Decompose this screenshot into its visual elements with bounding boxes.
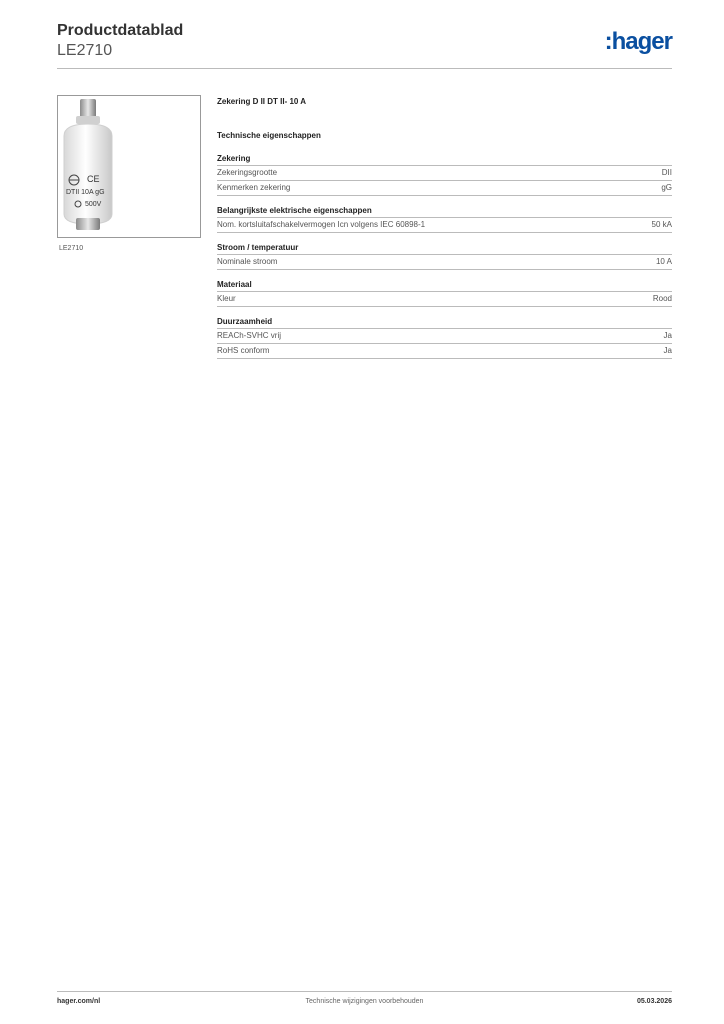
property-label: Kleur xyxy=(217,294,236,303)
property-row xyxy=(217,329,672,344)
property-label: Nominale stroom xyxy=(217,257,278,266)
page-title: Productdatablad xyxy=(57,22,184,39)
footer-notice: Technische wijzigingen voorbehouden xyxy=(305,998,424,1005)
footer-date: 05.03.2026 xyxy=(636,998,672,1005)
property-row xyxy=(217,181,672,196)
website-link[interactable]: hager.com/nl xyxy=(57,998,101,1005)
property-row xyxy=(217,255,672,270)
footer-divider xyxy=(57,991,672,992)
image-caption: LE2710 xyxy=(59,245,84,252)
fuse-illustration xyxy=(58,96,200,237)
section-current-temperature xyxy=(217,242,672,270)
fuse-voltage-text: 500V xyxy=(85,201,102,208)
property-row xyxy=(217,218,672,233)
property-label: Zekeringsgrootte xyxy=(217,168,278,177)
property-value: 10 A xyxy=(655,257,672,266)
hager-logo: :hager xyxy=(604,28,672,55)
section-zekering xyxy=(217,153,672,196)
section-electrical xyxy=(217,205,672,233)
product-code: LE2710 xyxy=(57,42,113,59)
property-label: RoHS conform xyxy=(217,346,270,355)
property-label: Nom. kortsluitafschakelvermogen Icn volgens IEC 60898-1 xyxy=(217,220,426,229)
section-heading: Duurzaamheid xyxy=(217,316,672,329)
section-material xyxy=(217,279,672,307)
fuse-rating-text: DTII 10A gG xyxy=(66,189,105,196)
property-label: Kenmerken zekering xyxy=(217,183,291,192)
property-row xyxy=(217,344,672,359)
product-image xyxy=(57,95,201,238)
page-header xyxy=(57,20,672,68)
property-value: DII xyxy=(661,168,672,177)
property-row xyxy=(217,166,672,181)
section-heading: Stroom / temperatuur xyxy=(217,242,672,255)
technical-properties-heading: Technische eigenschappen xyxy=(217,131,321,140)
property-label: REACh-SVHC vrij xyxy=(217,331,282,340)
property-row xyxy=(217,292,672,307)
section-heading: Zekering xyxy=(217,153,672,166)
section-heading: Materiaal xyxy=(217,279,672,292)
property-value: Ja xyxy=(663,331,672,340)
page-footer xyxy=(57,998,672,1010)
property-value: Rood xyxy=(652,294,672,303)
property-value: gG xyxy=(661,183,672,192)
property-value: 50 kA xyxy=(651,220,672,229)
ce-mark: CE xyxy=(87,174,100,184)
header-divider xyxy=(57,68,672,69)
section-heading: Belangrijkste elektrische eigenschappen xyxy=(217,205,672,218)
section-sustainability xyxy=(217,316,672,359)
product-details xyxy=(217,96,672,359)
product-title: Zekering D II DT II- 10 A xyxy=(217,97,307,106)
property-value: Ja xyxy=(663,346,672,355)
